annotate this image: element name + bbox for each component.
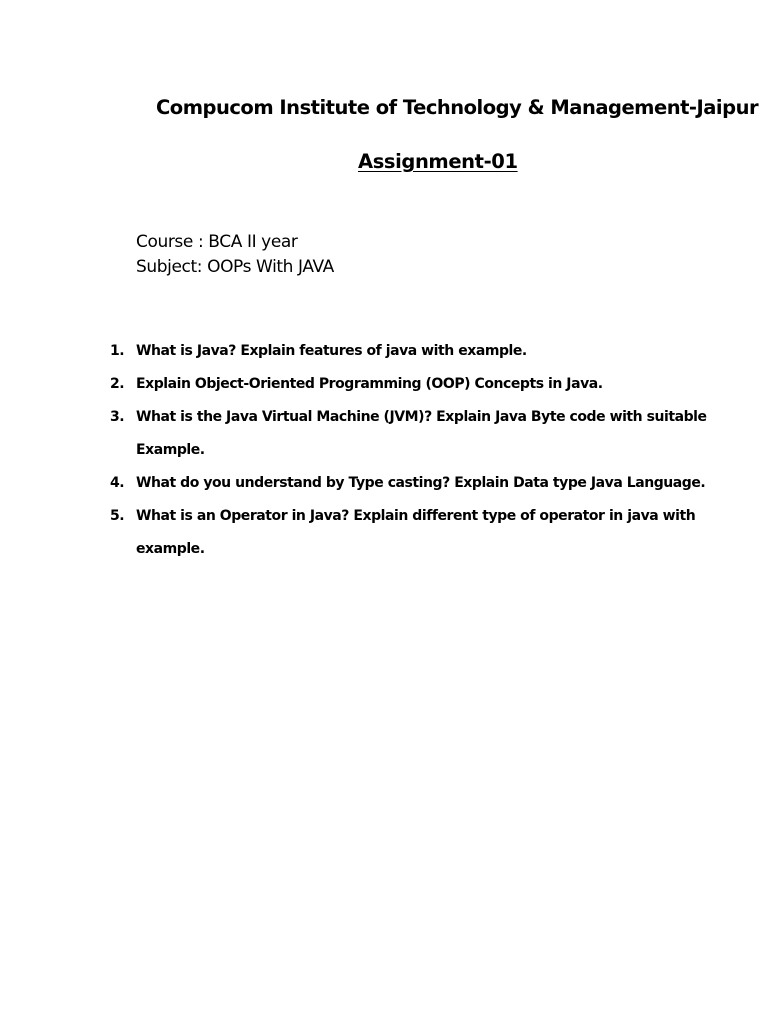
question-number: 2. <box>110 376 125 392</box>
assignment-title: Assignment-01 <box>358 150 518 173</box>
subject-line: Subject: OOPs With JAVA <box>136 257 334 277</box>
question-number: 4. <box>110 475 125 491</box>
question-number: 5. <box>110 508 125 524</box>
question-item <box>110 335 730 368</box>
question-text: Explain Object-Oriented Programming (OOP) Concepts in Java. <box>136 376 603 392</box>
question-item <box>110 368 730 401</box>
question-text: What is the Java Virtual Machine (JVM)? Explain Java Byte code with suitable Example. <box>136 409 707 458</box>
question-text: What do you understand by Type casting? Explain Data type Java Language. <box>136 475 706 491</box>
question-list <box>110 335 730 566</box>
question-text: What is Java? Explain features of java with example. <box>136 343 527 359</box>
question-number: 1. <box>110 343 125 359</box>
question-number: 3. <box>110 409 125 425</box>
question-item <box>110 401 730 467</box>
question-item <box>110 467 730 500</box>
institute-title: Compucom Institute of Technology & Management-Jaipur <box>156 96 759 119</box>
question-text: What is an Operator in Java? Explain different type of operator in java with example. <box>136 508 696 557</box>
question-item <box>110 500 730 566</box>
course-line: Course : BCA II year <box>136 232 298 252</box>
